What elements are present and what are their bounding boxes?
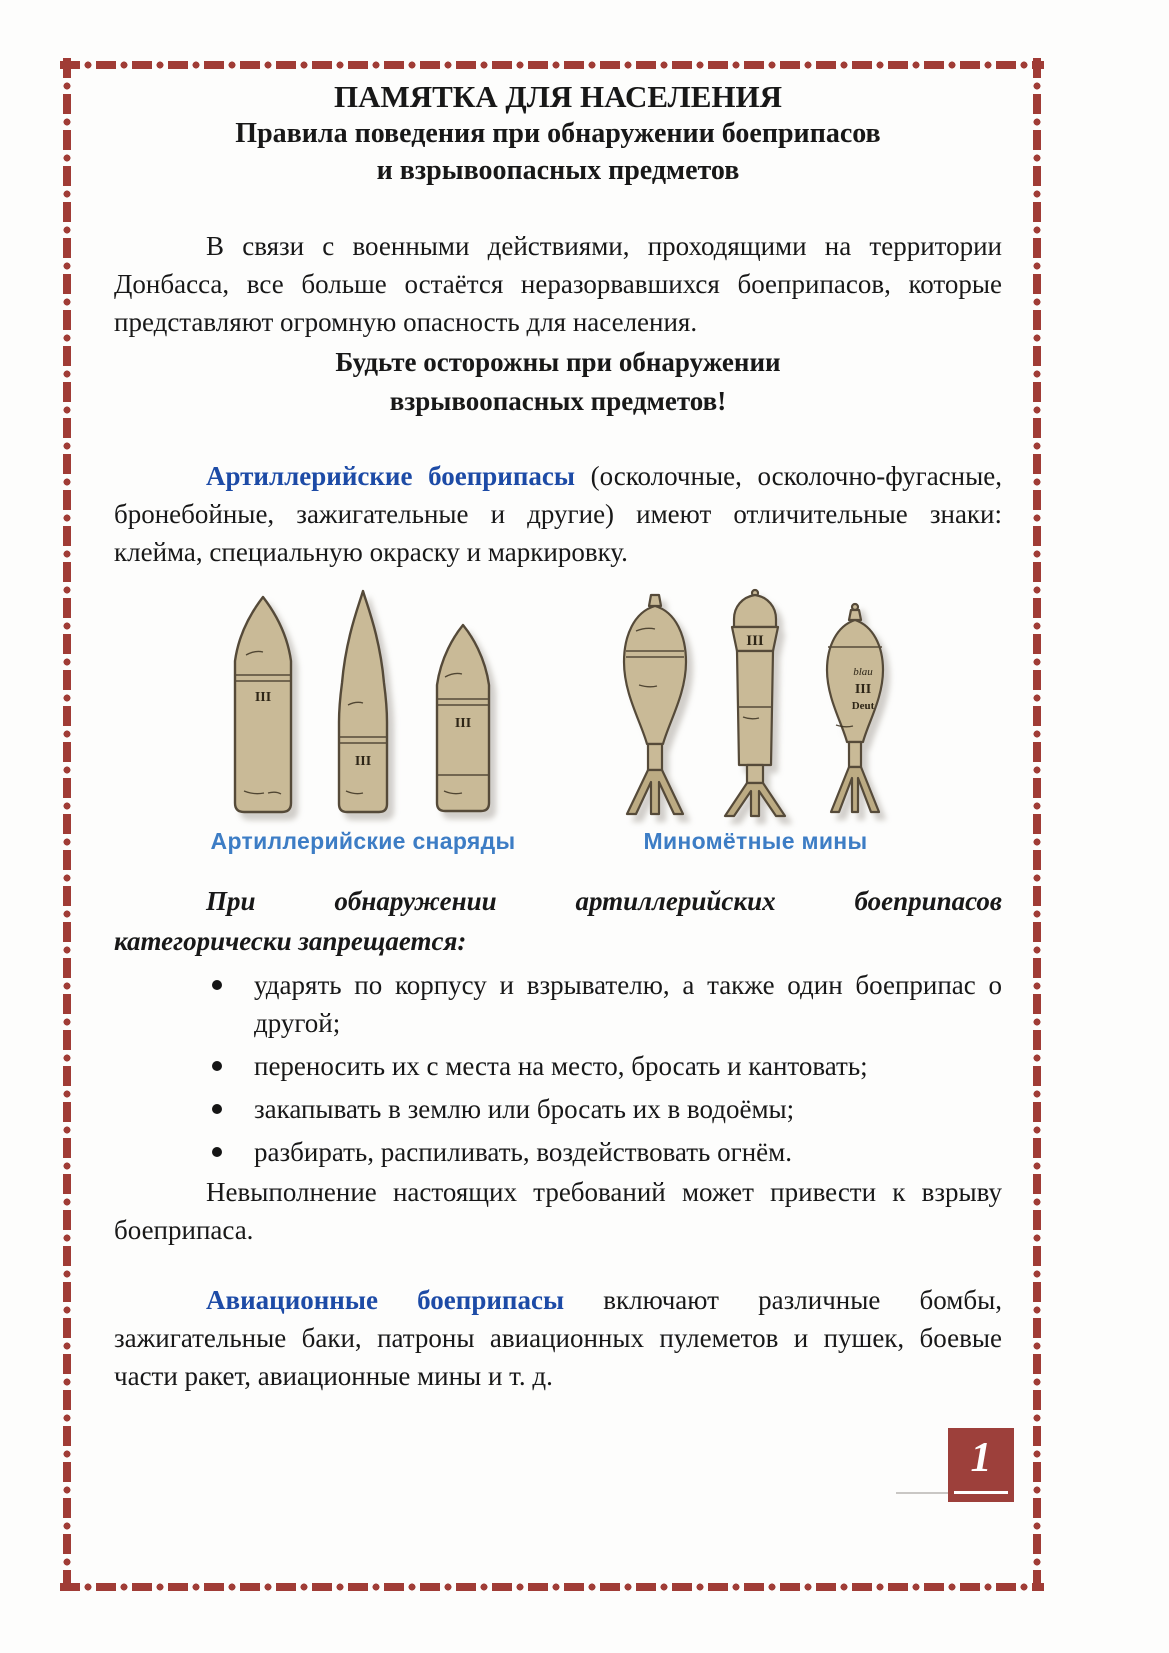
page-title: ПАМЯТКА ДЛЯ НАСЕЛЕНИЯ (333, 79, 782, 114)
mortar-mines-caption: Миномётные мины (643, 828, 868, 854)
artillery-lead-text: Артиллерийские боеприпасы (206, 461, 575, 491)
bullet-icon (212, 980, 222, 990)
list-item (114, 966, 1002, 1042)
warning-line1: Будьте осторожны при обнаружении (335, 347, 781, 377)
aviation-paragraph (114, 1281, 1002, 1395)
prohibition-heading (114, 881, 1002, 961)
mine3-marking-line1: blau (853, 666, 874, 678)
artillery-body-text: (осколочные, осколочно-фугасные, бронебойные, зажигательные и другие) имеют отличительные знаки: клейма, специальную окраску и маркировку. (114, 461, 1002, 567)
shell2-marking: III (354, 754, 372, 769)
bullet-icon (212, 1147, 222, 1157)
list-item (114, 1047, 1002, 1085)
figures-row (114, 585, 1002, 855)
page-subtitle-line2: и взрывоопасных предметов (376, 155, 740, 186)
prohibition-item-text: переносить их с места на место, бросать и кантовать; (254, 1051, 868, 1081)
aviation-lead-text: Авиационные боеприпасы (206, 1285, 565, 1315)
bullet-icon (212, 1104, 222, 1114)
prohibition-list (114, 966, 1002, 1171)
mine2-marking: III (746, 633, 765, 649)
page-subtitle-line1: Правила поведения при обнаружении боеприпасов (235, 118, 881, 149)
artillery-shells-illustration (213, 585, 513, 820)
footer-line (896, 1492, 948, 1494)
mortar-mines-figure (605, 585, 905, 855)
prohibition-item-text: закапывать в землю или бросать их в водоёмы; (254, 1094, 795, 1124)
artillery-shells-figure (211, 585, 516, 855)
document-content (114, 0, 1002, 1395)
prohibition-heading-line1: При обнаружении артиллерийских боеприпасов (206, 886, 1002, 916)
decorative-border-left (60, 58, 74, 1594)
artillery-shells-caption: Артиллерийские снаряды (210, 828, 516, 854)
shell3-marking: III (454, 716, 472, 731)
page-number-box (948, 1428, 1014, 1502)
prohibition-item-text: ударять по корпусу и взрывателю, а также один боеприпас о другой; (254, 970, 1002, 1038)
warning-heading (114, 343, 1002, 421)
page-number: 1 (970, 1435, 992, 1481)
shell1-marking: III (254, 690, 272, 705)
prohibition-item-text: разбирать, распиливать, воздействовать огнём. (254, 1137, 792, 1167)
warning-line2: взрывоопасных предметов! (389, 386, 727, 416)
mine3-marking-line3: Deut (852, 700, 875, 712)
list-item (114, 1133, 1002, 1171)
mine3-marking-line2: III (855, 682, 872, 697)
intro-paragraph: В связи с военными действиями, проходящими на территории Донбасса, все больше остаётся неразорвавшихся боеприпасов, которые представляют огромную опасность для населения. (114, 231, 1002, 337)
artillery-paragraph (114, 457, 1002, 571)
list-item (114, 1090, 1002, 1128)
page-number-rule (954, 1491, 1008, 1494)
note-paragraph: Невыполнение настоящих требований может привести к взрыву боеприпаса. (114, 1177, 1002, 1245)
bullet-icon (212, 1061, 222, 1071)
mortar-mines-illustration (605, 585, 905, 820)
decorative-border-right (1030, 58, 1044, 1594)
prohibition-heading-line2: категорически запрещается: (114, 926, 467, 956)
decorative-border-bottom (60, 1580, 1044, 1594)
aviation-body-text: включают различные бомбы, зажигательные баки, патроны авиационных пулеметов и пушек, боевые части ракет, авиационные мины и т. д. (114, 1285, 1002, 1391)
